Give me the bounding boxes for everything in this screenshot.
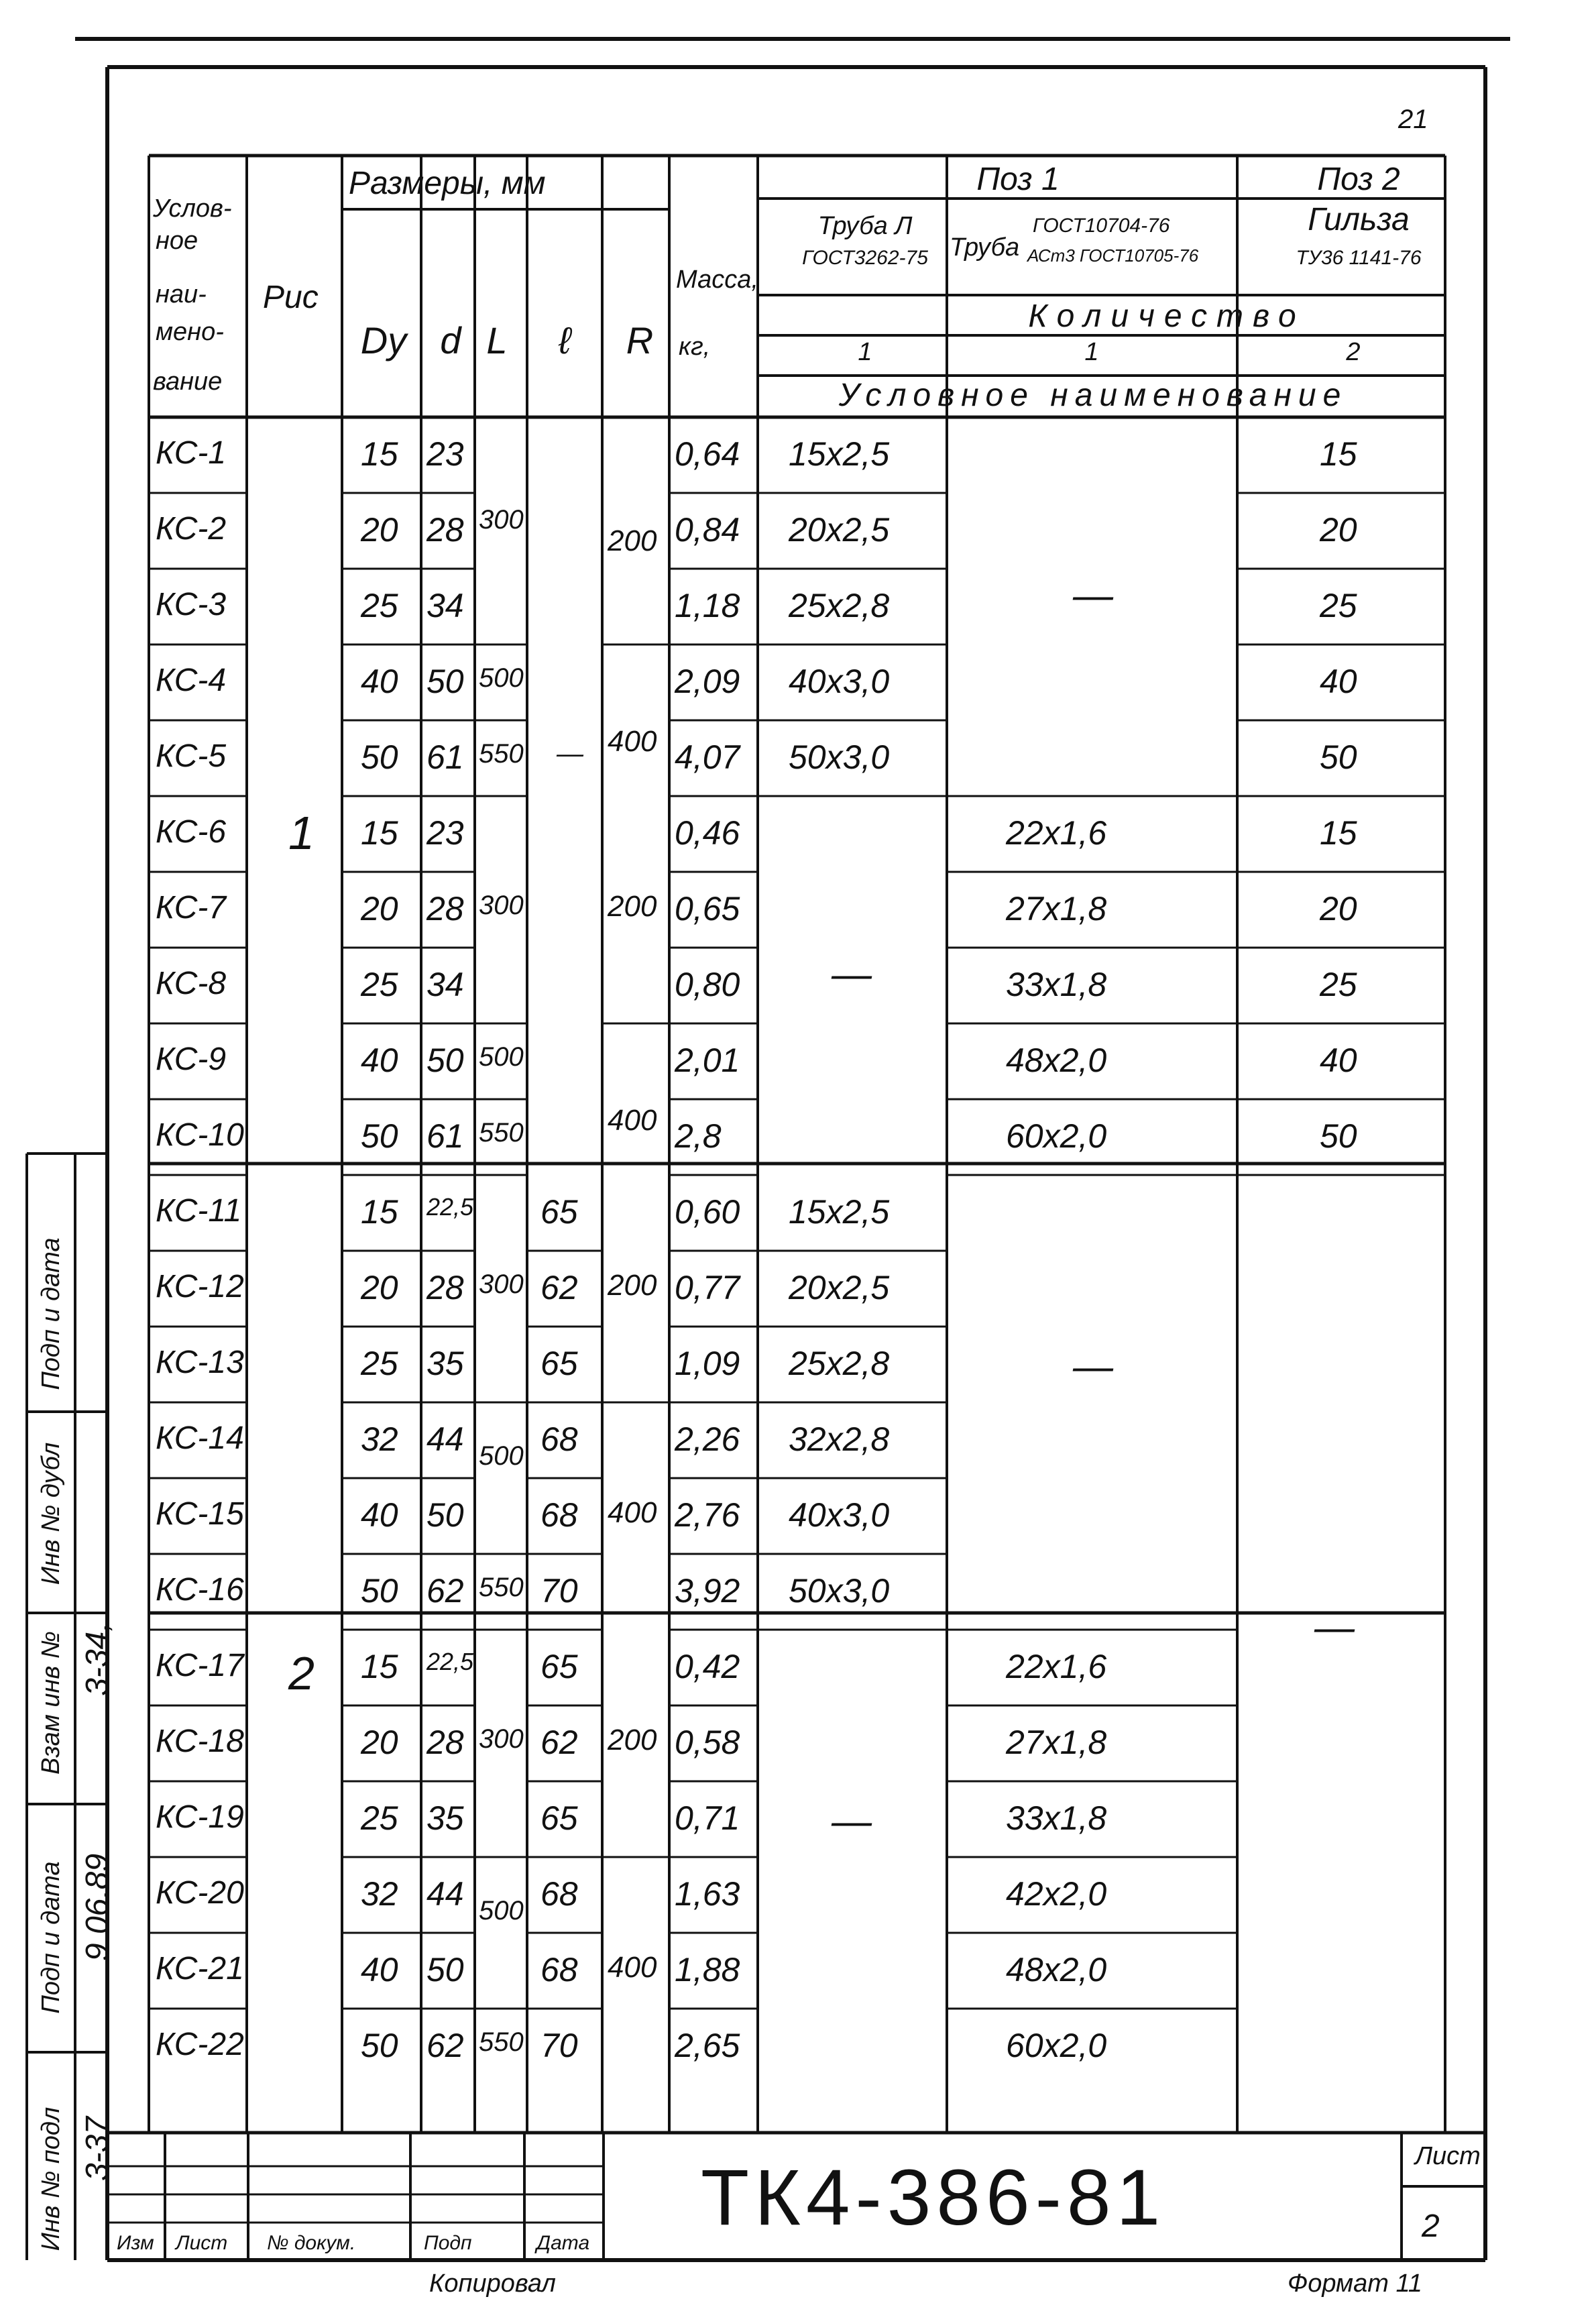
document-code: ТК4-386-81: [701, 2153, 1166, 2242]
cell-d: 44: [426, 1875, 464, 1913]
cell-l: 300: [479, 505, 524, 535]
cell-mass: 2,65: [675, 2027, 740, 2064]
cell-name: КС-12: [156, 1269, 244, 1304]
page-number: 21: [1398, 105, 1428, 134]
cell-mass: 0,58: [675, 1724, 740, 1761]
cell-name: КС-4: [156, 663, 227, 698]
cell-d: 28: [426, 1724, 464, 1761]
cell-pipe-b: 48x2,0: [1006, 1042, 1107, 1079]
cell-d: 34: [426, 966, 464, 1003]
cell-name: КС-13: [156, 1345, 244, 1380]
cell-sleeve: 40: [1320, 1042, 1357, 1079]
header-dimensions: Размеры, мм: [349, 166, 546, 201]
header-mass-2: кг,: [679, 333, 711, 361]
side-value-3: 3-37: [80, 2116, 115, 2182]
stamp-col-doc: № докум.: [267, 2232, 356, 2254]
header-l: L: [486, 319, 508, 361]
cell-pipe-a: 50x3,0: [789, 738, 890, 776]
cell-r: 400: [608, 1496, 657, 1529]
cell-dash: —: [1073, 1344, 1113, 1389]
header-pipe1-b: ГОСТ3262-75: [802, 247, 928, 269]
header-mass-1: Масса,: [676, 266, 758, 294]
cell-l: —: [557, 739, 583, 769]
cell-d: 50: [426, 1951, 464, 1988]
cell-dy: 40: [361, 1496, 398, 1534]
cell-name: КС-15: [156, 1496, 244, 1532]
stamp-col-sign: Подп: [424, 2232, 472, 2254]
cell-d: 34: [426, 587, 464, 624]
sheet-label: Лист: [1415, 2142, 1481, 2170]
cell-name: КС-17: [156, 1648, 244, 1683]
cell-d: 28: [426, 890, 464, 928]
format-label: Формат 11: [1288, 2269, 1422, 2298]
cell-name: КС-5: [156, 738, 227, 774]
cell-pipe-a: 20x2,5: [789, 1269, 890, 1306]
cell-d: 23: [426, 435, 464, 473]
cell-l: 500: [479, 1441, 524, 1471]
cell-l: 550: [479, 739, 524, 769]
side-label-4: Подп и дата: [37, 1861, 65, 2014]
cell-pipe-a: 25x2,8: [789, 587, 890, 624]
cell-mass: 0,77: [675, 1269, 740, 1306]
cell-l: 550: [479, 2027, 524, 2057]
cell-dy: 20: [361, 1724, 398, 1761]
cell-d: 50: [426, 663, 464, 700]
cell-dy: 15: [361, 435, 398, 473]
cell-pipe-a: 50x3,0: [789, 1572, 890, 1610]
cell-mass: 0,60: [675, 1193, 740, 1231]
cell-mass: 0,46: [675, 814, 740, 852]
cell-d: 50: [426, 1042, 464, 1079]
cell-name: КС-18: [156, 1724, 244, 1759]
cell-l: 300: [479, 891, 524, 920]
cell-pipe-a: 25x2,8: [789, 1345, 890, 1382]
header-pos1: Поз 1: [976, 162, 1060, 197]
cell-name: КС-16: [156, 1572, 244, 1608]
cell-r: 200: [608, 890, 657, 923]
header-q2: 1: [1084, 338, 1099, 366]
header-q3: 2: [1346, 338, 1361, 366]
cell-ell: 68: [540, 1951, 578, 1988]
cell-pipe-b: 60x2,0: [1006, 2027, 1107, 2064]
cell-mass: 2,26: [675, 1420, 740, 1458]
cell-name: КС-3: [156, 587, 227, 622]
header-name-1: Услов-: [153, 194, 232, 223]
cell-dy: 25: [361, 1345, 398, 1382]
cell-d: 28: [426, 511, 464, 549]
cell-ell: 62: [540, 1724, 578, 1761]
cell-pipe-b: 27x1,8: [1006, 890, 1107, 928]
cell-dy: 25: [361, 1799, 398, 1837]
cell-pipe-a: 20x2,5: [789, 511, 890, 549]
cell-sleeve: 15: [1320, 435, 1357, 473]
cell-sleeve: 20: [1320, 890, 1357, 928]
cell-dy: 25: [361, 966, 398, 1003]
cell-d: 35: [426, 1345, 464, 1382]
cell-pipe-a: 40x3,0: [789, 663, 890, 700]
cell-sleeve: 20: [1320, 511, 1357, 549]
cell-mass: 0,65: [675, 890, 740, 928]
cell-dy: 32: [361, 1420, 398, 1458]
stamp-col-list: Лист: [176, 2232, 228, 2254]
header-sleeve-spec: ТУ36 1141-76: [1296, 247, 1422, 269]
cell-mass: 2,76: [675, 1496, 740, 1534]
header-pipe2-b: ГОСТ10704-76: [1033, 215, 1170, 237]
cell-sleeve: 50: [1320, 738, 1357, 776]
cell-d: 62: [426, 2027, 464, 2064]
cell-d: 61: [426, 738, 464, 776]
side-label-3: Взам инв №: [37, 1631, 65, 1775]
header-ell: ℓ: [558, 319, 571, 361]
cell-fig: 2: [288, 1647, 315, 1699]
cell-r: 200: [608, 1724, 657, 1756]
cell-l: 550: [479, 1573, 524, 1602]
cell-l: 550: [479, 1118, 524, 1147]
cell-ell: 70: [540, 2027, 578, 2064]
cell-mass: 2,01: [675, 1042, 740, 1079]
cell-mass: 1,18: [675, 587, 740, 624]
cell-mass: 3,92: [675, 1572, 740, 1610]
cell-ell: 65: [540, 1648, 578, 1685]
cell-dy: 40: [361, 1951, 398, 1988]
cell-dy: 20: [361, 1269, 398, 1306]
cell-name: КС-11: [156, 1193, 242, 1229]
header-r: R: [626, 319, 654, 361]
cell-sleeve: 50: [1320, 1117, 1357, 1155]
cell-dy: 40: [361, 663, 398, 700]
copied-by: Копировал: [429, 2269, 556, 2298]
cell-dy: 50: [361, 738, 398, 776]
cell-mass: 0,80: [675, 966, 740, 1003]
cell-pipe-b: 33x1,8: [1006, 966, 1107, 1003]
cell-l: 500: [479, 1896, 524, 1925]
cell-r: 200: [608, 524, 657, 557]
cell-r: 200: [608, 1269, 657, 1302]
header-pos2: Поз 2: [1317, 162, 1400, 197]
cell-pipe-a: 15x2,5: [789, 435, 890, 473]
cell-dy: 20: [361, 511, 398, 549]
cell-pipe-b: 33x1,8: [1006, 1799, 1107, 1837]
header-d: d: [440, 319, 461, 361]
header-sleeve: Гильза: [1308, 202, 1410, 237]
cell-ell: 68: [540, 1420, 578, 1458]
cell-mass: 0,42: [675, 1648, 740, 1685]
side-label-5: Инв № подл: [37, 2107, 65, 2251]
header-name-3: наи-: [156, 280, 207, 309]
cell-l: 300: [479, 1270, 524, 1299]
cell-r: 400: [608, 1104, 657, 1137]
cell-ell: 65: [540, 1193, 578, 1231]
cell-dash: —: [832, 952, 872, 997]
cell-mass: 1,88: [675, 1951, 740, 1988]
header-q1: 1: [858, 338, 872, 366]
cell-pipe-b: 27x1,8: [1006, 1724, 1107, 1761]
cell-name: КС-8: [156, 966, 227, 1001]
cell-dy: 50: [361, 1117, 398, 1155]
cell-pipe-a: 40x3,0: [789, 1496, 890, 1534]
cell-d: 23: [426, 814, 464, 852]
header-name-2: ное: [156, 227, 198, 255]
cell-pipe-b: 48x2,0: [1006, 1951, 1107, 1988]
cell-ell: 68: [540, 1875, 578, 1913]
cell-l: 300: [479, 1724, 524, 1754]
cell-mass: 4,07: [675, 738, 740, 776]
cell-mass: 0,71: [675, 1799, 740, 1837]
header-pipe1-a: Труба Л: [817, 212, 913, 240]
cell-mass: 0,84: [675, 511, 740, 549]
side-value-1: 3-34,: [80, 1622, 115, 1696]
cell-pipe-b: 42x2,0: [1006, 1875, 1107, 1913]
cell-mass: 0,64: [675, 435, 740, 473]
cell-name: КС-10: [156, 1117, 244, 1153]
cell-dy: 40: [361, 1042, 398, 1079]
cell-pipe-b: 60x2,0: [1006, 1117, 1107, 1155]
cell-name: КС-14: [156, 1420, 244, 1456]
cell-name: КС-7: [156, 890, 227, 926]
header-pipe2-c: АСт3 ГОСТ10705-76: [1027, 245, 1199, 266]
cell-dash: —: [832, 1799, 872, 1844]
cell-sleeve: 15: [1320, 814, 1357, 852]
cell-ell: 65: [540, 1799, 578, 1837]
cell-pipe-b: 22x1,6: [1006, 1648, 1107, 1685]
cell-pipe-b: 22x1,6: [1006, 814, 1107, 852]
cell-name: КС-6: [156, 814, 227, 850]
cell-sleeve: 25: [1320, 966, 1357, 1003]
cell-name: КС-22: [156, 2027, 244, 2062]
cell-dy: 15: [361, 1648, 398, 1685]
cell-ell: 62: [540, 1269, 578, 1306]
cell-d: 44: [426, 1420, 464, 1458]
cell-r: 400: [608, 725, 657, 758]
cell-ell: 68: [540, 1496, 578, 1534]
cell-r: 400: [608, 1951, 657, 1984]
cell-d: 28: [426, 1269, 464, 1306]
cell-dy: 32: [361, 1875, 398, 1913]
cell-dy: 50: [361, 1572, 398, 1610]
header-cond-name: Условное наименование: [838, 378, 1348, 413]
header-name-4: мено-: [156, 318, 224, 346]
cell-ell: 65: [540, 1345, 578, 1382]
cell-d: 62: [426, 1572, 464, 1610]
cell-fig: 1: [288, 807, 315, 859]
header-pipe2-a: Труба: [950, 233, 1020, 262]
cell-name: КС-20: [156, 1875, 244, 1911]
cell-name: КС-2: [156, 511, 227, 547]
side-value-2: 9 06.89: [80, 1853, 115, 1962]
cell-ell: 70: [540, 1572, 578, 1610]
cell-dy: 15: [361, 814, 398, 852]
cell-mass: 2,8: [675, 1117, 722, 1155]
cell-d: 50: [426, 1496, 464, 1534]
cell-name: КС-21: [156, 1951, 244, 1986]
sheet-number: 2: [1422, 2208, 1440, 2244]
header-dy: Dy: [360, 319, 407, 361]
side-label-2: Инв № дубл: [37, 1442, 65, 1585]
side-label-1: Подп и дата: [37, 1237, 65, 1390]
header-quantity: Количество: [1028, 298, 1306, 334]
cell-name: КС-9: [156, 1042, 227, 1077]
cell-l: 500: [479, 663, 524, 693]
cell-pipe-a: 32x2,8: [789, 1420, 890, 1458]
stamp-col-date: Дата: [536, 2232, 590, 2254]
cell-d: 61: [426, 1117, 464, 1155]
cell-name: КС-1: [156, 435, 227, 471]
stamp-col-izm: Изм: [117, 2232, 154, 2254]
cell-d: 22,5: [426, 1193, 474, 1221]
cell-dy: 20: [361, 890, 398, 928]
cell-d: 35: [426, 1799, 464, 1837]
header-name-5: вание: [153, 368, 223, 396]
cell-mass: 1,63: [675, 1875, 740, 1913]
cell-dy: 50: [361, 2027, 398, 2064]
cell-l: 500: [479, 1042, 524, 1072]
cell-d: 22,5: [426, 1648, 474, 1675]
cell-pipe-a: 15x2,5: [789, 1193, 890, 1231]
cell-dy: 15: [361, 1193, 398, 1231]
cell-dash: —: [1314, 1605, 1355, 1650]
cell-mass: 2,09: [675, 663, 740, 700]
cell-dy: 25: [361, 587, 398, 624]
cell-sleeve: 40: [1320, 663, 1357, 700]
cell-name: КС-19: [156, 1799, 244, 1835]
cell-dash: —: [1073, 573, 1113, 618]
header-fig: Рис: [263, 280, 319, 315]
cell-sleeve: 25: [1320, 587, 1357, 624]
cell-mass: 1,09: [675, 1345, 740, 1382]
